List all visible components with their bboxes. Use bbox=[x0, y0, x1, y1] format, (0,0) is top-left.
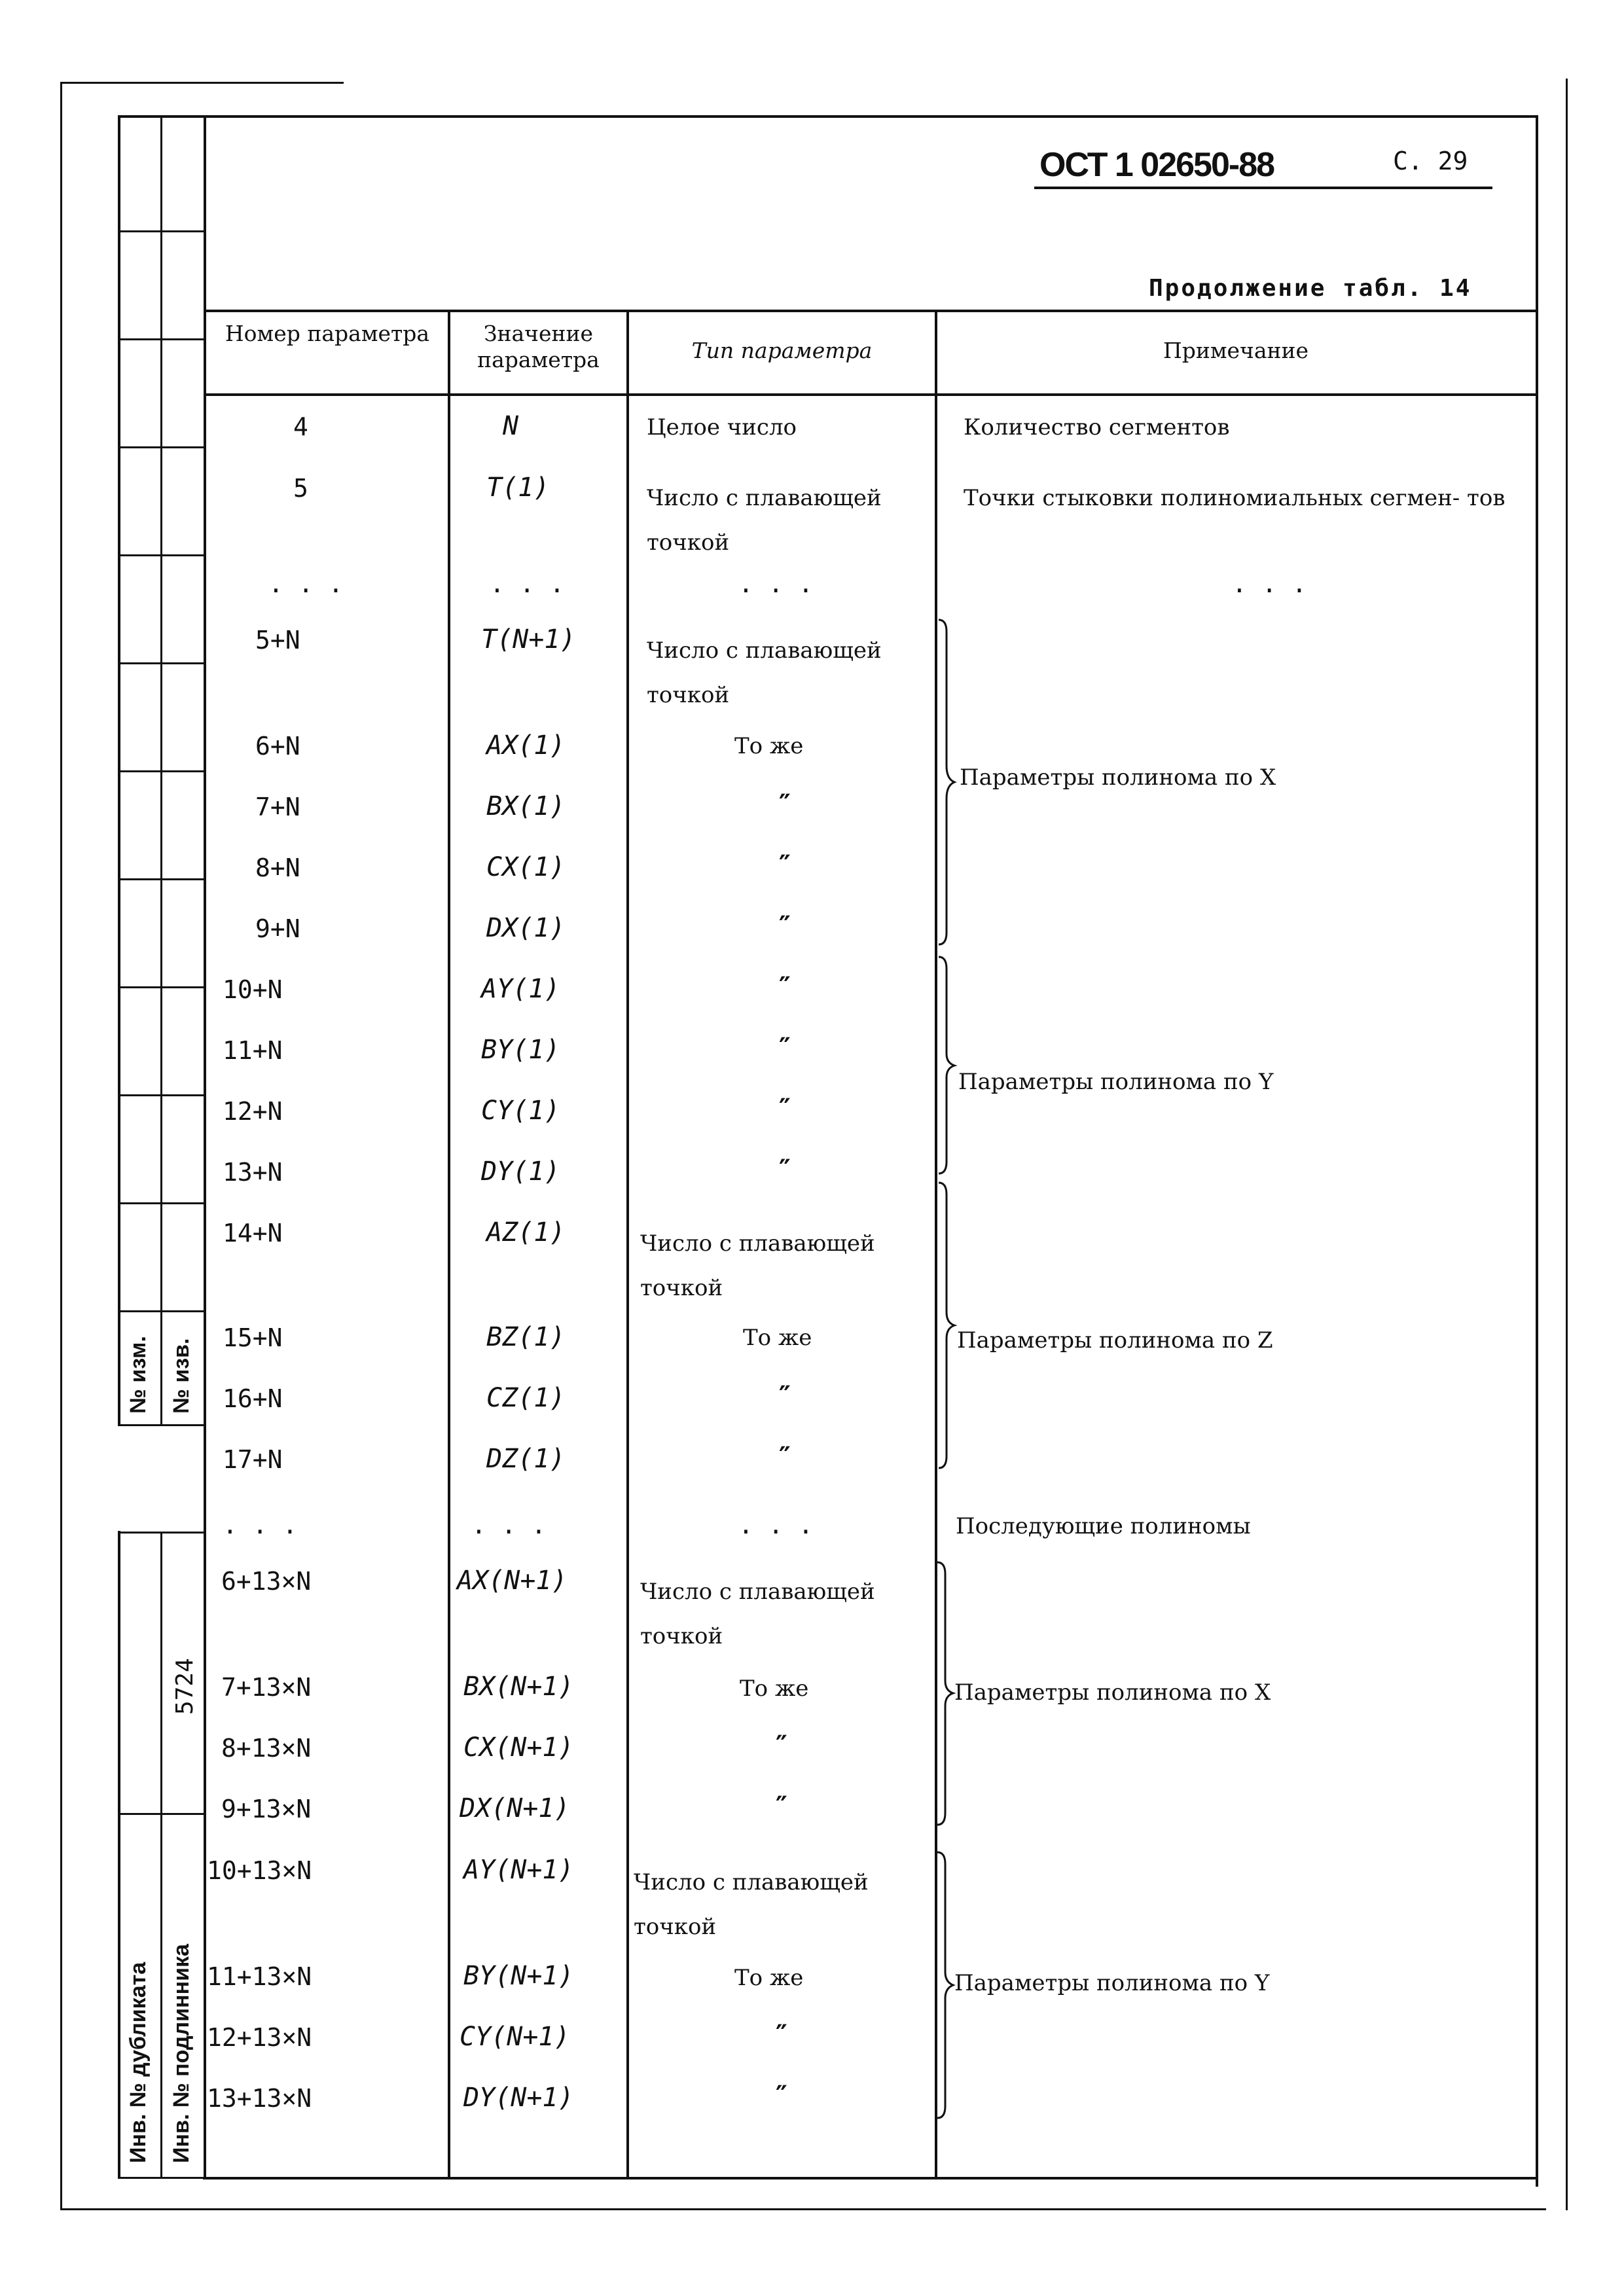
param-number: 16+N bbox=[223, 1384, 283, 1413]
param-type: ″ bbox=[779, 1093, 791, 1124]
group-brace bbox=[937, 619, 957, 946]
stamp-cell-rule bbox=[118, 446, 206, 448]
col-divider-2 bbox=[626, 310, 629, 2178]
stamp-col-divider-lower bbox=[160, 1532, 162, 2178]
group-brace bbox=[936, 1851, 956, 2119]
param-type: . . . bbox=[738, 569, 814, 598]
param-type: ″ bbox=[779, 1380, 791, 1411]
param-value: CY(N+1) bbox=[460, 2022, 570, 2052]
param-value: AZ(1) bbox=[486, 1217, 566, 1247]
group-note-y2: Параметры полинома по Y bbox=[954, 1970, 1270, 1996]
param-value: CX(N+1) bbox=[463, 1732, 574, 1763]
stamp-original-inv: Инв. № подлинника bbox=[169, 1944, 194, 2163]
param-value: DX(1) bbox=[486, 913, 566, 943]
param-type: ″ bbox=[779, 789, 791, 819]
param-type: Число с плавающей точкой bbox=[634, 1869, 869, 1940]
stamp-cell-rule bbox=[118, 986, 206, 988]
stamp-cell-rule bbox=[118, 878, 206, 880]
param-type: Число с плавающей точкой bbox=[647, 637, 882, 708]
param-type: ″ bbox=[776, 1730, 787, 1761]
param-type: То же bbox=[734, 733, 804, 759]
param-value: AY(N+1) bbox=[463, 1855, 574, 1885]
param-type: ″ bbox=[779, 1032, 791, 1063]
column-header-number: Номер параметра bbox=[225, 321, 430, 346]
param-number: 13+13×N bbox=[207, 2084, 312, 2113]
param-number: 15+N bbox=[223, 1323, 283, 1352]
param-type: ″ bbox=[776, 2080, 787, 2111]
group-note-y: Параметры полинома по Y bbox=[958, 1069, 1274, 1095]
param-number: 8+13×N bbox=[221, 1734, 312, 1763]
param-note: Количество сегментов bbox=[964, 414, 1230, 440]
param-number: 10+13×N bbox=[207, 1856, 312, 1885]
table-header-rule bbox=[204, 393, 1537, 396]
param-value: T(N+1) bbox=[481, 624, 576, 655]
param-type: Число с плавающей точкой bbox=[640, 1230, 875, 1301]
param-number: . . . bbox=[268, 569, 344, 598]
param-type: ″ bbox=[779, 850, 791, 880]
param-number: 7+N bbox=[255, 793, 300, 821]
stamp-cell-rule bbox=[118, 662, 206, 664]
param-number: 4 bbox=[293, 412, 308, 441]
group-note-z: Параметры полинома по Z bbox=[957, 1327, 1273, 1354]
outer-frame-right bbox=[1566, 79, 1568, 2210]
stamp-cell-rule bbox=[118, 554, 206, 556]
param-value: BY(1) bbox=[481, 1035, 560, 1065]
param-type: Целое число bbox=[647, 414, 797, 440]
stamp-cell-rule bbox=[118, 1202, 206, 1204]
stamp-duplicate-inv: Инв. № дубликата bbox=[126, 1962, 151, 2163]
page-number: С. 29 bbox=[1393, 147, 1468, 175]
param-type: ″ bbox=[779, 1441, 791, 1472]
param-value: N bbox=[503, 411, 519, 441]
param-number: 12+13×N bbox=[207, 2023, 312, 2052]
param-value: DX(N+1) bbox=[460, 1793, 570, 1823]
frame-left bbox=[118, 115, 120, 2178]
col-divider-1 bbox=[448, 310, 450, 2178]
param-value: BZ(1) bbox=[486, 1322, 566, 1352]
group-brace bbox=[937, 956, 957, 1175]
param-type: Число с плавающей точкой bbox=[647, 485, 882, 556]
param-number: 9+13×N bbox=[221, 1795, 312, 1823]
param-number: 9+N bbox=[255, 914, 300, 943]
param-type: . . . bbox=[738, 1511, 814, 1539]
stamp-original-number: 5724 bbox=[171, 1658, 198, 1715]
param-number: 5+N bbox=[255, 626, 300, 655]
stamp-cell-rule bbox=[118, 770, 206, 772]
param-number: 17+N bbox=[223, 1445, 283, 1474]
standard-underline bbox=[1034, 187, 1492, 189]
param-value: CX(1) bbox=[486, 852, 566, 882]
stamp-cell-rule bbox=[118, 230, 206, 232]
outer-frame-left bbox=[60, 82, 62, 2209]
param-type: То же bbox=[734, 1965, 804, 1991]
param-number: 11+13×N bbox=[207, 1962, 312, 1991]
stamp-cell-rule bbox=[118, 338, 206, 340]
param-number: 7+13×N bbox=[221, 1673, 312, 1702]
param-number: 5 bbox=[293, 474, 308, 503]
param-type: Число с плавающей точкой bbox=[640, 1579, 875, 1649]
frame-top bbox=[118, 115, 1537, 118]
scan-mark-top bbox=[62, 82, 344, 84]
stamp-strip-bottom-left bbox=[118, 2177, 206, 2179]
group-note-x2: Параметры полинома по X bbox=[954, 1679, 1271, 1706]
param-value: BX(N+1) bbox=[463, 1672, 574, 1702]
stamp-cell-rule bbox=[118, 1813, 206, 1815]
param-value: T(1) bbox=[486, 473, 550, 503]
param-value: DY(N+1) bbox=[463, 2083, 574, 2113]
stamp-change-no: № изм. bbox=[126, 1336, 151, 1414]
frame-right bbox=[1536, 115, 1538, 2187]
column-header-value: Значение параметра bbox=[477, 321, 600, 372]
stamp-cell-rule bbox=[118, 1310, 206, 1312]
param-value: AY(1) bbox=[481, 974, 560, 1004]
group-note-x: Параметры полинома по X bbox=[960, 764, 1276, 791]
param-value: CY(1) bbox=[481, 1096, 560, 1126]
param-value: BY(N+1) bbox=[463, 1961, 574, 1991]
group-brace bbox=[936, 1561, 956, 1826]
param-value: DY(1) bbox=[481, 1157, 560, 1187]
param-value: AX(N+1) bbox=[457, 1566, 568, 1596]
column-header-type: Тип параметра bbox=[691, 338, 873, 363]
stamp-notice-no: № изв. bbox=[169, 1338, 194, 1414]
param-number: 6+13×N bbox=[221, 1567, 312, 1596]
param-type: То же bbox=[743, 1325, 812, 1351]
param-note: Последующие полиномы bbox=[956, 1513, 1251, 1539]
stamp-col-divider bbox=[160, 115, 162, 1424]
param-number: 12+N bbox=[223, 1097, 283, 1126]
param-number: 6+N bbox=[255, 732, 300, 761]
param-value: BX(1) bbox=[486, 791, 566, 821]
param-number: 14+N bbox=[223, 1219, 283, 1247]
param-value: . . . bbox=[471, 1511, 547, 1539]
param-type: ″ bbox=[779, 1154, 791, 1185]
param-note: . . . bbox=[1232, 569, 1307, 598]
param-type: ″ bbox=[776, 2019, 787, 2050]
param-number: 13+N bbox=[223, 1158, 283, 1187]
table-continuation: Продолжение табл. 14 bbox=[1149, 275, 1472, 302]
param-note: Точки стыковки полиномиальных сегмен- тов bbox=[964, 485, 1506, 511]
param-value: . . . bbox=[490, 569, 565, 598]
param-type: ″ bbox=[779, 910, 791, 941]
standard-code: ОСТ 1 02650-88 bbox=[1039, 146, 1274, 184]
param-value: DZ(1) bbox=[486, 1444, 566, 1474]
column-header-note: Примечание bbox=[1163, 338, 1309, 363]
stamp-right-border bbox=[204, 115, 206, 2178]
param-type: То же bbox=[740, 1676, 809, 1702]
group-brace bbox=[937, 1181, 957, 1469]
stamp-cell-rule bbox=[118, 1532, 206, 1534]
frame-bottom bbox=[203, 2177, 1538, 2179]
param-value: AX(1) bbox=[486, 730, 566, 761]
table-top-rule bbox=[204, 310, 1537, 312]
param-value: CZ(1) bbox=[486, 1383, 566, 1413]
param-number: . . . bbox=[223, 1511, 298, 1539]
param-number: 8+N bbox=[255, 853, 300, 882]
outer-frame-bottom bbox=[60, 2208, 1546, 2210]
param-type: ″ bbox=[776, 1791, 787, 1821]
stamp-gap bbox=[117, 1426, 160, 1531]
param-number: 11+N bbox=[223, 1036, 283, 1065]
param-type: ″ bbox=[779, 971, 791, 1002]
stamp-cell-rule bbox=[118, 1094, 206, 1096]
param-number: 10+N bbox=[223, 975, 283, 1004]
